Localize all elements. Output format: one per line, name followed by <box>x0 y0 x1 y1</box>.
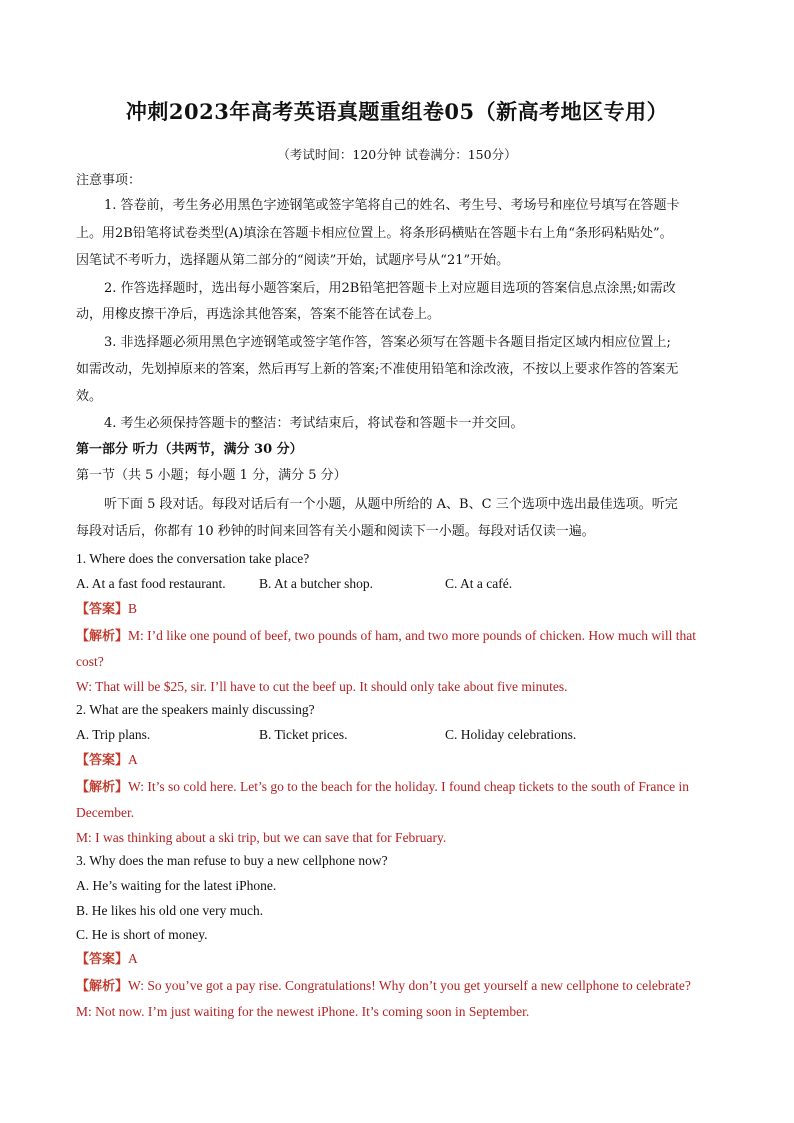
question-1-analysis-line-2: cost? <box>76 654 104 669</box>
question-3-analysis-line-2: M: Not now. I’m just waiting for the newest iPhone. It’s coming soon in September. <box>76 1004 530 1019</box>
notice-item-2-line-1: 2. 作答选择题时，选出每小题答案后，用2B铅笔把答题卡上对应题目选项的答案信息点涂黑;如需改 <box>104 281 676 296</box>
notice-item-1-line-3: 因笔试不考听力，选择题从第二部分的“阅读”开始，试题序号从“21”开始。 <box>76 253 510 268</box>
notice-item-3-line-2: 如需改动，先划掉原来的答案，然后再写上新的答案;不准使用铅笔和涂改液，不按以上要求作答的答案无 <box>76 362 679 377</box>
answer-value: A <box>128 951 138 966</box>
question-3-option-c: C. He is short of money. <box>76 927 208 942</box>
question-3-answer <box>76 950 138 969</box>
question-2-answer <box>76 751 138 770</box>
notice-item-4: 4. 考生必须保持答题卡的整洁：考试结束后，将试卷和答题卡一并交回。 <box>104 416 524 431</box>
question-2-analysis-line-2: December. <box>76 805 135 820</box>
part-1-heading: 第一部分 听力（共两节，满分 30 分） <box>76 442 303 457</box>
analysis-label: 【解析】 <box>76 629 129 644</box>
notice-item-2-line-2: 动，用橡皮擦干净后，再选涂其他答案，答案不能答在试卷上。 <box>76 307 441 322</box>
question-1-option-b: B. At a butcher shop. <box>259 576 373 591</box>
question-3-option-a: A. He’s waiting for the latest iPhone. <box>76 878 277 893</box>
notice-item-3-line-3: 效。 <box>76 389 103 404</box>
question-3-analysis-line-1 <box>76 977 691 996</box>
page-title: 冲刺2023年高考英语真题重组卷05（新高考地区专用） <box>125 99 669 124</box>
instructions-line-1: 听下面 5 段对话。每段对话后有一个小题，从题中所给的 A、B、C 三个选项中选出最佳选项。听完 <box>104 497 678 512</box>
exam-info: （考试时间：120分钟 试卷满分：150分） <box>277 147 517 162</box>
question-1-option-c: C. At a café. <box>445 576 513 591</box>
question-2-option-a: A. Trip plans. <box>76 727 151 742</box>
question-1-answer <box>76 600 137 619</box>
instructions-line-2: 每段对话后，你都有 10 秒钟的时间来回答有关小题和阅读下一小题。每段对话仅读一遍。 <box>76 524 595 539</box>
question-1-stem: 1. Where does the conversation take place? <box>76 551 310 566</box>
notice-heading: 注意事项： <box>76 173 142 188</box>
notice-item-3-line-1: 3. 非选择题必须用黑色字迹钢笔或签字笔作答，答案必须写在答题卡各题目指定区域内相应位置上; <box>104 335 671 350</box>
analysis-label: 【解析】 <box>76 780 129 795</box>
question-1-analysis-line-3: W: That will be $25, sir. I’ll have to cut the beef up. It should only take about five minutes. <box>76 679 568 694</box>
answer-value: A <box>128 752 138 767</box>
analysis-text: W: So you’ve got a pay rise. Congratulations! Why don’t you get yourself a new cellphone to celebrate? <box>128 978 691 993</box>
analysis-label: 【解析】 <box>76 979 129 994</box>
analysis-text: W: It’s so cold here. Let’s go to the beach for the holiday. I found cheap tickets to the south of France in <box>128 779 689 794</box>
question-3-stem: 3. Why does the man refuse to buy a new cellphone now? <box>76 853 388 868</box>
question-2-option-b: B. Ticket prices. <box>259 727 348 742</box>
section-1-heading: 第一节（共 5 小题；每小题 1 分，满分 5 分） <box>76 468 347 483</box>
question-1-option-a: A. At a fast food restaurant. <box>76 576 226 591</box>
answer-label: 【答案】 <box>76 753 129 768</box>
question-2-analysis-line-1 <box>76 778 689 797</box>
answer-value: B <box>128 601 138 616</box>
question-2-option-c: C. Holiday celebrations. <box>445 727 577 742</box>
question-3-option-b: B. He likes his old one very much. <box>76 903 264 918</box>
answer-label: 【答案】 <box>76 952 129 967</box>
notice-item-1-line-2: 上。用2B铅笔将试卷类型(A)填涂在答题卡相应位置上。将条形码横贴在答题卡右上角“条形码粘贴处”。 <box>76 226 673 241</box>
question-1-analysis-line-1 <box>76 627 696 646</box>
question-2-stem: 2. What are the speakers mainly discussing? <box>76 702 315 717</box>
analysis-text: M: I’d like one pound of beef, two pounds of ham, and two more pounds of chicken. How much will that <box>128 628 697 643</box>
question-2-analysis-line-3: M: I was thinking about a ski trip, but we can save that for February. <box>76 830 447 845</box>
notice-item-1-line-1: 1. 答卷前，考生务必用黑色字迹钢笔或签字笔将自己的姓名、考生号、考场号和座位号填写在答题卡 <box>104 198 680 213</box>
answer-label: 【答案】 <box>76 602 129 617</box>
